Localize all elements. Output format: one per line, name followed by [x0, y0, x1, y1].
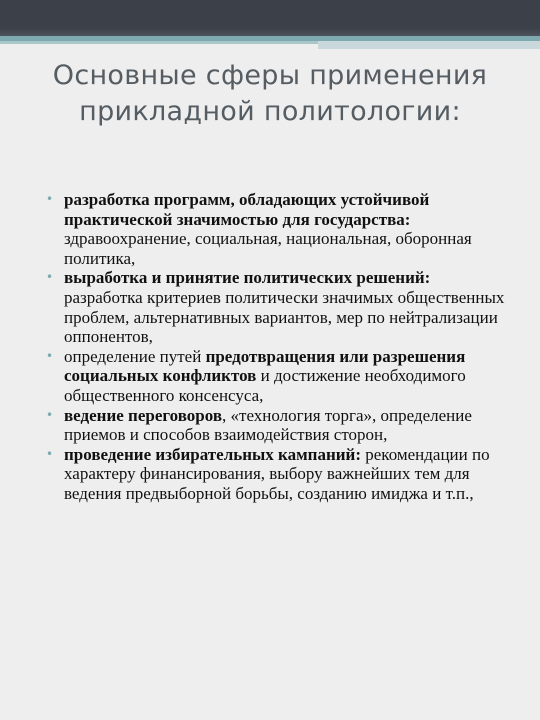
- item-text: , «технология торга», определение приемов и способов взаимодействия сторон,: [64, 405, 472, 445]
- bullet-icon: •: [46, 192, 54, 206]
- item-bold-text: проведение избирательных кампаний:: [64, 444, 361, 464]
- item-bold-text: ведение переговоров: [64, 405, 223, 425]
- bullet-icon: •: [46, 348, 54, 363]
- list-item: [46, 406, 508, 445]
- accent-notch: [318, 41, 540, 49]
- slide-title: [0, 58, 540, 130]
- bullet-list: [46, 190, 508, 504]
- slide-title-line-1: Основные сферы применения: [52, 60, 488, 91]
- list-item: [46, 268, 508, 346]
- slide-title-line-2: прикладной политологии:: [79, 96, 461, 127]
- item-text: и достижение необходимого общественного консенсуса,: [64, 366, 466, 405]
- item-text: рекомендации по характеру финансирования, выбору важнейших тем для ведения предвыборной борьбы, созданию имиджа и т.п.,: [64, 444, 490, 503]
- list-item: [46, 445, 508, 504]
- item-text-prefix: определение путей: [64, 346, 206, 366]
- header-band-shade: [0, 28, 540, 36]
- list-item: [46, 190, 508, 268]
- bullet-icon: •: [46, 270, 54, 285]
- bullet-icon: •: [46, 446, 54, 461]
- list-item: [46, 347, 508, 406]
- item-bold-text: разработка программ, обладающих устойчивой практической значимостью для государства:: [64, 190, 430, 229]
- bullet-icon: •: [46, 407, 54, 422]
- item-bold-text: предотвращения или разрешения социальных конфликтов: [64, 346, 466, 386]
- item-text: разработка критериев политически значимых общественных проблем, альтернативных вариантов, мер по нейтрализации оппонентов,: [64, 287, 505, 347]
- item-text: здравоохранение, социальная, национальная, оборонная политика,: [64, 229, 472, 268]
- item-bold-text: выработка и принятие политических решений:: [64, 268, 431, 288]
